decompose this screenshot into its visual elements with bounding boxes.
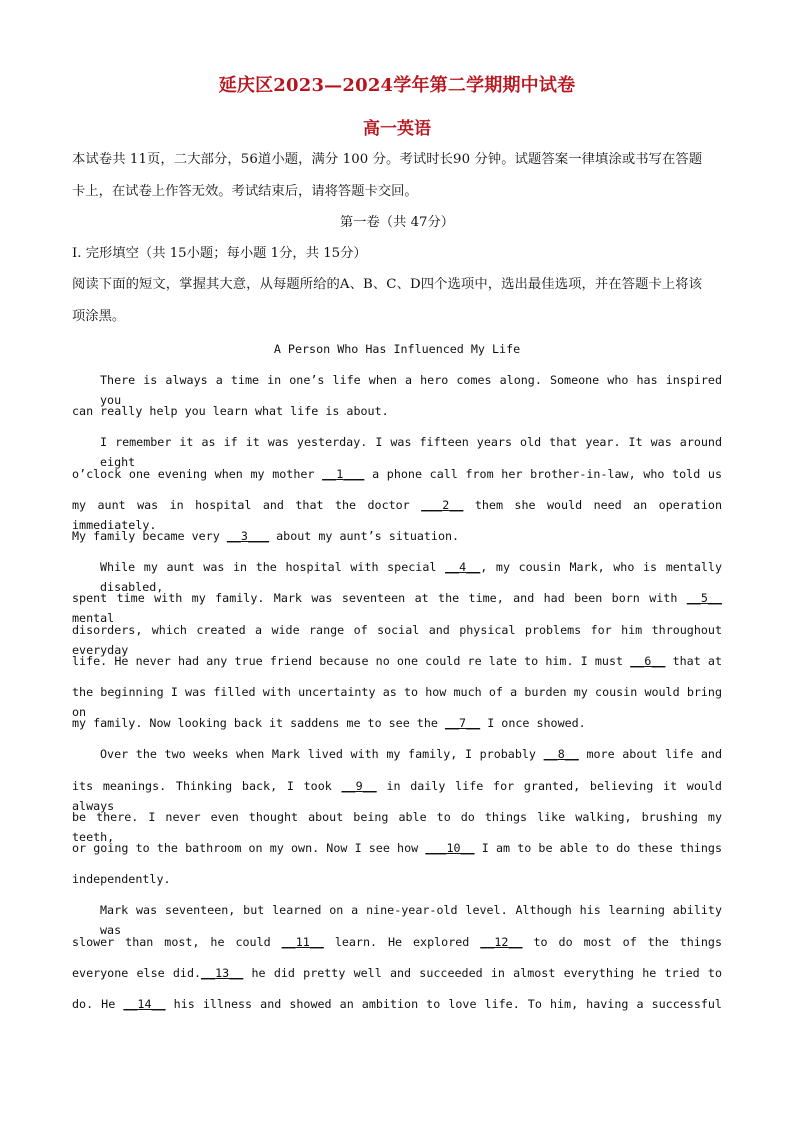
- passage-line: be there. I never even thought about being able to do things like walking, brushing my teeth,: [72, 810, 722, 844]
- blank-4: __4__: [445, 560, 481, 574]
- passage-line: Over the two weeks when Mark lived with my family, I probably __8__ more about life and: [100, 744, 722, 764]
- passage-line: the beginning I was filled with uncertainty as to how much of a burden my cousin would bring on: [72, 685, 722, 719]
- passage-line: its meanings. Thinking back, I took __9__ in daily life for granted, believing it would always: [72, 776, 722, 816]
- blank-1: __1___: [322, 467, 365, 481]
- passage-line: There is always a time in one’s life when a hero comes along. Someone who has inspired you: [100, 373, 722, 407]
- part-heading: Ⅰ. 完形填空（共 15小题；每小题 1分，共 15分）: [72, 246, 367, 261]
- passage-line: o’clock one evening when my mother __1___ a phone call from her brother-in-law, who told us: [72, 464, 722, 484]
- volume-heading: 第一卷（共 47分）: [339, 215, 455, 230]
- directions-line-1: 阅读下面的短文，掌握其大意，从每题所给的A、B、C、D四个选项中，选出最佳选项，并在答题卡上将该: [72, 277, 703, 292]
- passage-line: my family. Now looking back it saddens me to see the __7__ I once showed.: [72, 713, 722, 733]
- blank-10: ___10__: [425, 841, 475, 855]
- exam-title: 延庆区2023—2024学年第二学期期中试卷: [218, 75, 576, 96]
- passage-line: or going to the bathroom on my own. Now I see how ___10__ I am to be able to do these things: [72, 838, 722, 858]
- passage-line: independently.: [72, 872, 171, 886]
- directions-line-2: 项涂黑。: [72, 309, 126, 324]
- passage-line: everyone else did.__13__ he did pretty well and succeeded in almost everything he tried to: [72, 963, 722, 983]
- blank-3: __3___: [226, 529, 270, 543]
- passage-line: do. He __14__ his illness and showed an ambition to love life. To him, having a successful: [72, 994, 722, 1014]
- blank-7: __7__: [444, 716, 481, 730]
- exam-subject: 高一英语: [363, 119, 431, 139]
- blank-13: __13__: [201, 966, 244, 980]
- passage-line: my aunt was in hospital and that the doctor ___2__ them she would need an operation immediately.: [72, 495, 722, 535]
- passage-line: My family became very __3___ about my aunt’s situation.: [72, 526, 722, 546]
- instructions-line-1: 本试卷共 11页，二大部分，56道小题，满分 100 分。考试时长90 分钟。试题答案一律填涂或书写在答题: [72, 152, 703, 167]
- blank-11: __11__: [281, 935, 324, 949]
- passage-line: slower than most, he could __11__ learn. He explored __12__ to do most of the things: [72, 932, 722, 952]
- blank-12: __12__: [480, 935, 523, 949]
- passage-line: can really help you learn what life is about.: [72, 404, 389, 418]
- blank-8: __8__: [543, 747, 579, 761]
- blank-9: __9__: [341, 779, 377, 793]
- blank-6: __6__: [630, 654, 666, 668]
- blank-14: __14__: [123, 997, 166, 1011]
- passage-line: spent time with my family. Mark was seventeen at the time, and had been born with __5__ mental: [72, 588, 722, 628]
- passage-title: A Person Who Has Influenced My Life: [273, 342, 521, 356]
- passage-line: I remember it as if it was yesterday. I was fifteen years old that year. It was around eight: [100, 435, 722, 469]
- passage-line: While my aunt was in the hospital with special __4__, my cousin Mark, who is mentally disabled,: [100, 557, 722, 597]
- passage-line: Mark was seventeen, but learned on a nine-year-old level. Although his learning ability was: [100, 903, 722, 937]
- blank-5: __5__: [686, 591, 722, 605]
- blank-2: ___2__: [421, 498, 464, 512]
- passage-line: disorders, which created a wide range of social and physical problems for him throughout everyday: [72, 623, 722, 657]
- passage-line: life. He never had any true friend because no one could re late to him. I must __6__ that at: [72, 651, 722, 671]
- instructions-line-2: 卡上，在试卷上作答无效。考试结束后，请将答题卡交回。: [72, 184, 418, 199]
